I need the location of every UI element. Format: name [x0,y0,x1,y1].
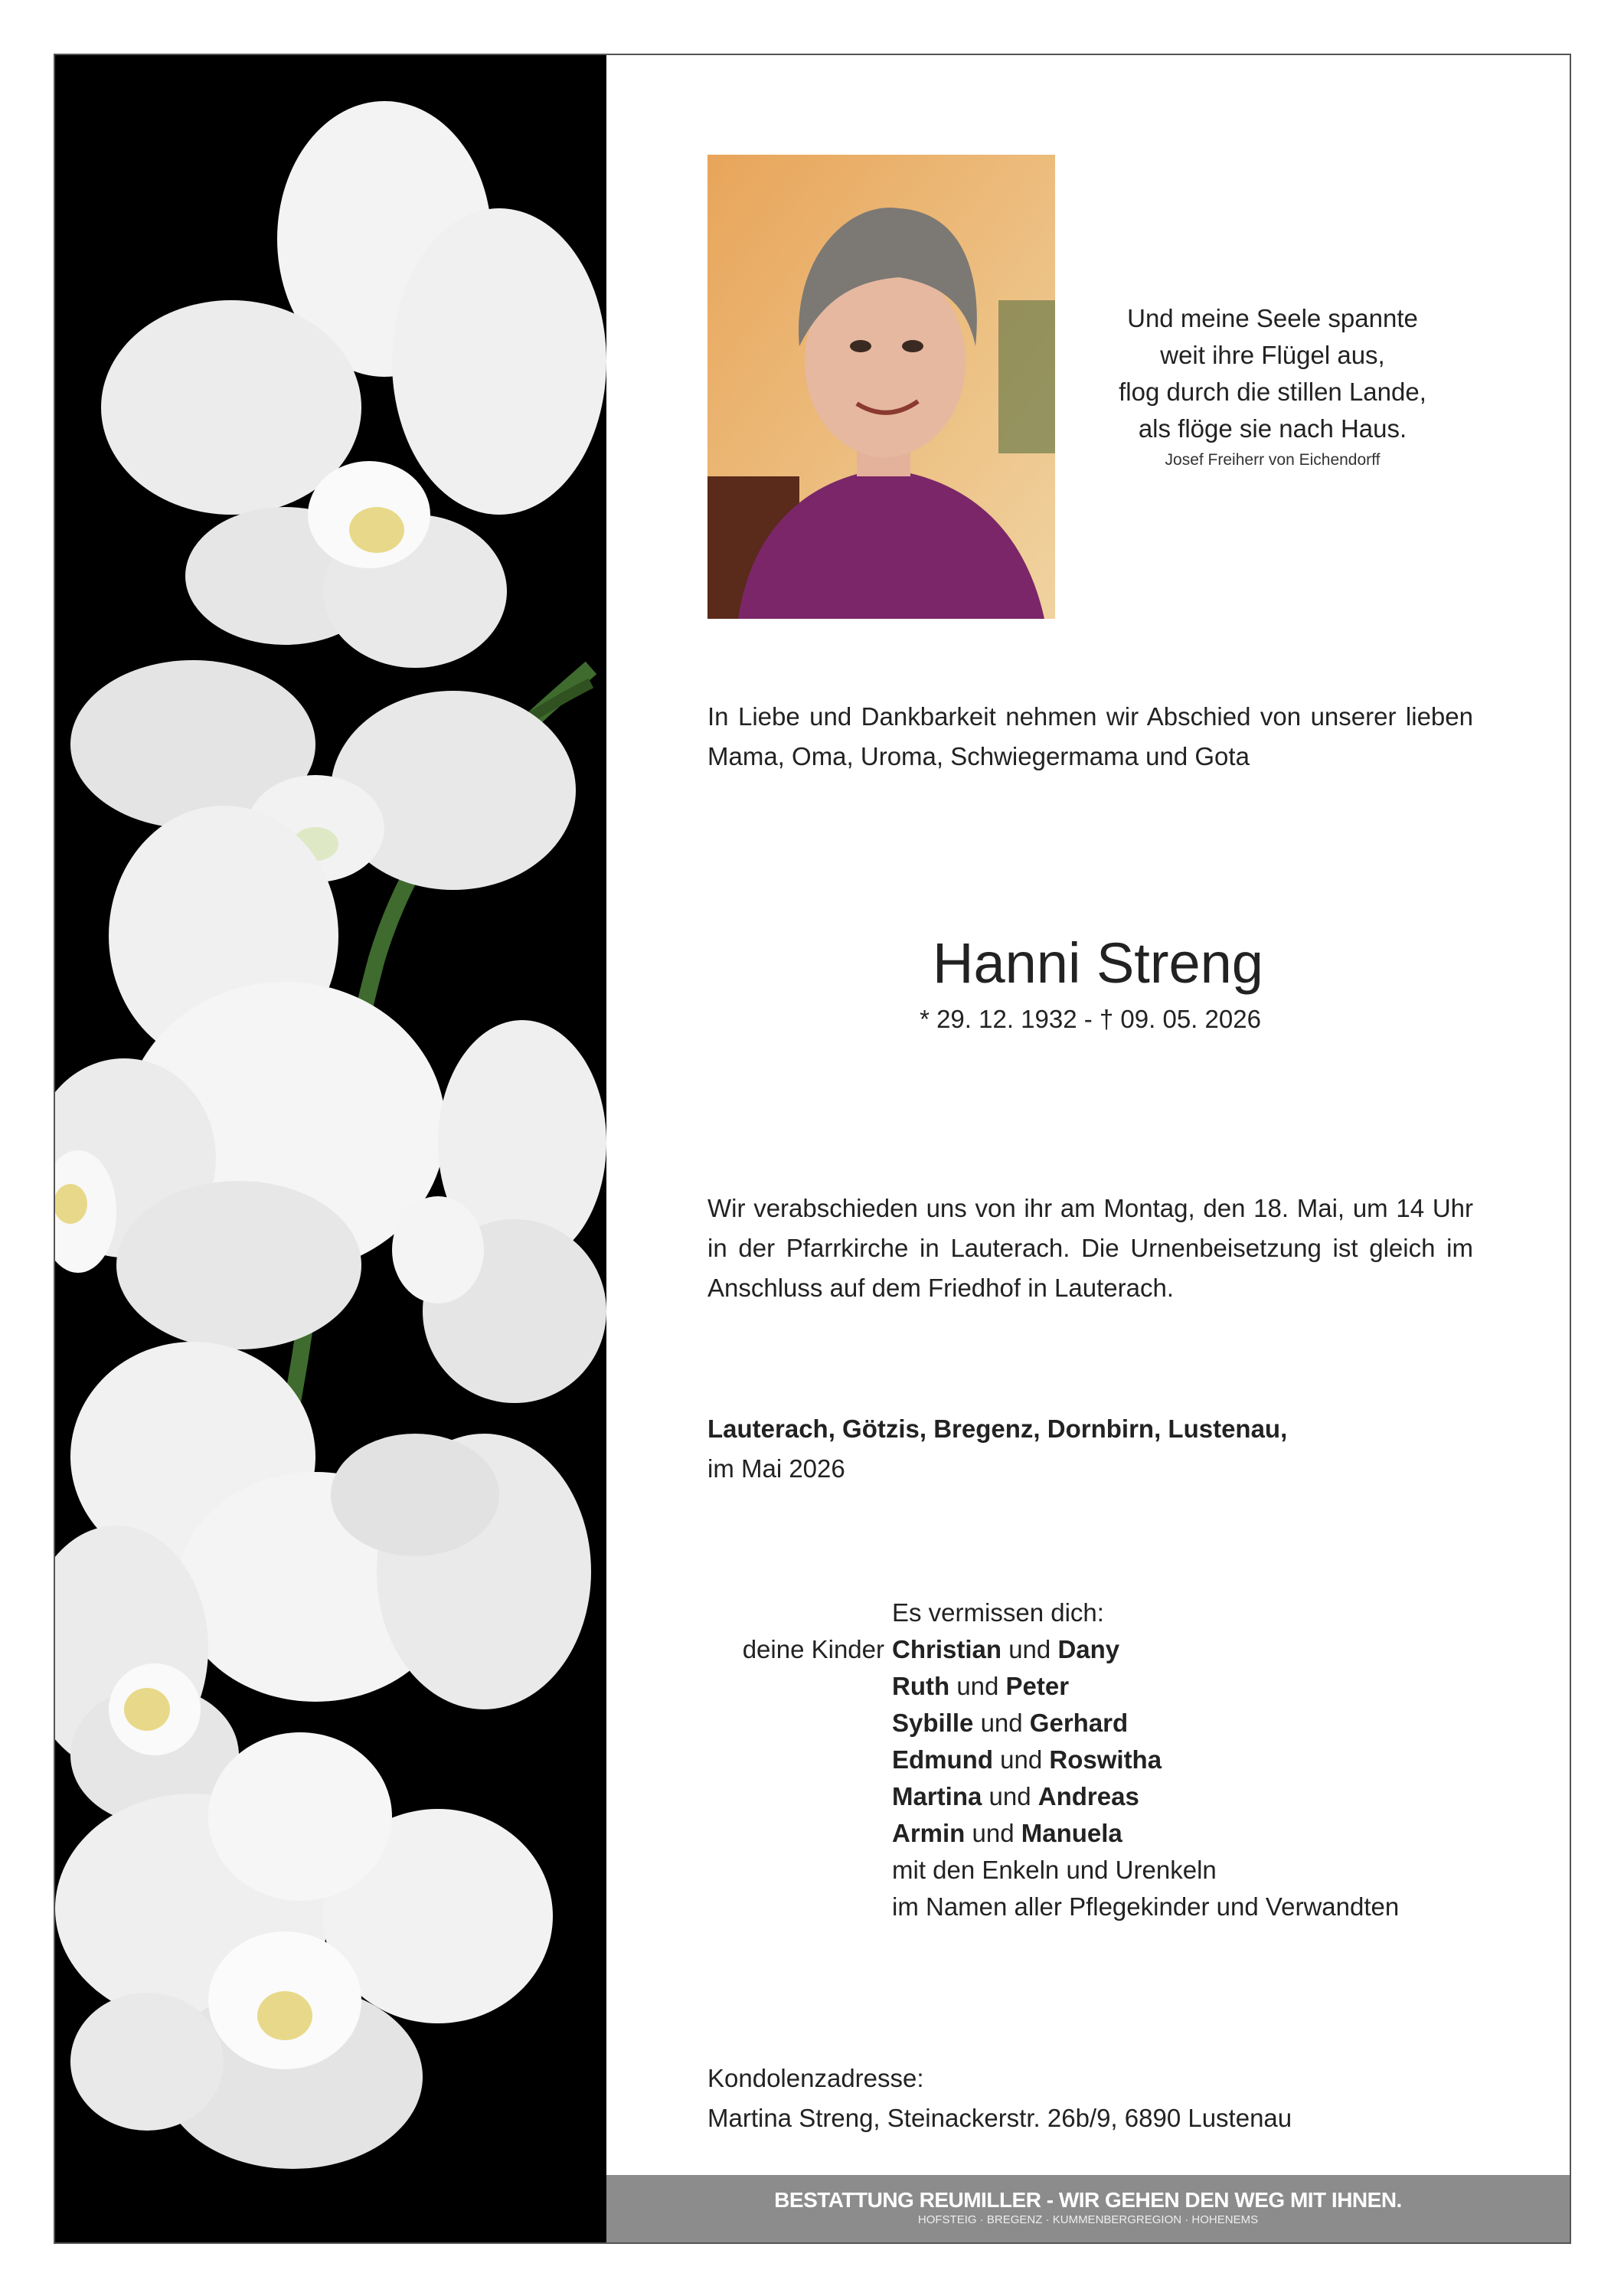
relatives-line: im Namen aller Pflegekinder und Verwandten [892,1892,1400,1921]
child-name: Christian [892,1635,1002,1663]
places-date: im Mai 2026 [707,1454,845,1483]
condolence-label: Kondolenzadresse: [707,2064,924,2092]
poem-line: als flöge sie nach Haus. [1138,414,1407,443]
child-name: Martina [892,1782,982,1810]
partner-name: Peter [1005,1672,1070,1700]
partner-name: Andreas [1037,1782,1139,1810]
couple-line [892,1742,1399,1778]
orchid-image-panel [55,55,606,2242]
obituary-card [54,54,1571,2244]
couple-line [892,1815,1399,1852]
footer-regions: HOFSTEIG · BREGENZ · KUMMENBERGREGION · HOHENEMS [917,2213,1259,2226]
child-name: Edmund [892,1745,993,1774]
mourners-heading: Es vermissen dich: [892,1598,1104,1627]
deceased-block [707,927,1473,1038]
poem-author: Josef Freiherr von Eichendorff [1165,451,1381,469]
couple-connector: und [1000,1745,1043,1774]
poem-line: Und meine Seele spannte [1127,304,1418,332]
portrait-image [707,155,1055,619]
service-text: Wir verabschieden uns von ihr am Montag, den 18. Mai, um 14 Uhr in der Pfarrkirche in Lauterach. Die Urnenbeisetzung ist gleich im Anschluss auf dem Friedhof in Lauterach. [707,1194,1473,1302]
mourners-list [892,1594,1399,1925]
condolence-block [707,2059,1292,2138]
couple-connector: und [980,1709,1023,1737]
poem-line: flog durch die stillen Lande, [1119,378,1426,406]
condolence-address: Martina Streng, Steinackerstr. 26b/9, 6890 Lustenau [707,2104,1292,2132]
poem-line: weit ihre Flügel aus, [1160,341,1385,369]
couple-line [892,1631,1399,1668]
poem [1073,300,1472,473]
partner-name: Manuela [1021,1819,1122,1847]
funeral-home-footer [606,2175,1570,2242]
couple-connector: und [988,1782,1031,1810]
couple-connector: und [1008,1635,1051,1663]
portrait-photo [707,155,1055,619]
partner-name: Gerhard [1029,1709,1129,1737]
intro-text: In Liebe und Dankbarkeit nehmen wir Abschied von unserer lieben Mama, Oma, Uroma, Schwiegermama und Gota [707,702,1473,770]
grandchildren-line: mit den Enkeln und Urenkeln [892,1856,1217,1884]
partner-name: Roswitha [1049,1745,1162,1774]
couple-connector: und [972,1819,1015,1847]
couple-line [892,1705,1399,1742]
footer-slogan: BESTATTUNG REUMILLER - WIR GEHEN DEN WEG MIT IHNEN. [774,2188,1402,2212]
child-name: Sybille [892,1709,974,1737]
couple-line [892,1668,1399,1705]
deceased-name: Hanni Streng [933,931,1263,995]
child-name: Ruth [892,1672,950,1700]
places-locations: Lauterach, Götzis, Bregenz, Dornbirn, Lustenau, [707,1415,1288,1443]
orchid-illustration [55,55,606,2242]
couple-connector: und [956,1672,999,1700]
places-block [707,1409,1287,1489]
children-label: deine Kinder [742,1635,884,1663]
life-dates: * 29. 12. 1932 - † 09. 05. 2026 [920,1005,1261,1033]
partner-name: Dany [1057,1635,1120,1663]
couple-line [892,1778,1399,1815]
child-name: Armin [892,1819,966,1847]
